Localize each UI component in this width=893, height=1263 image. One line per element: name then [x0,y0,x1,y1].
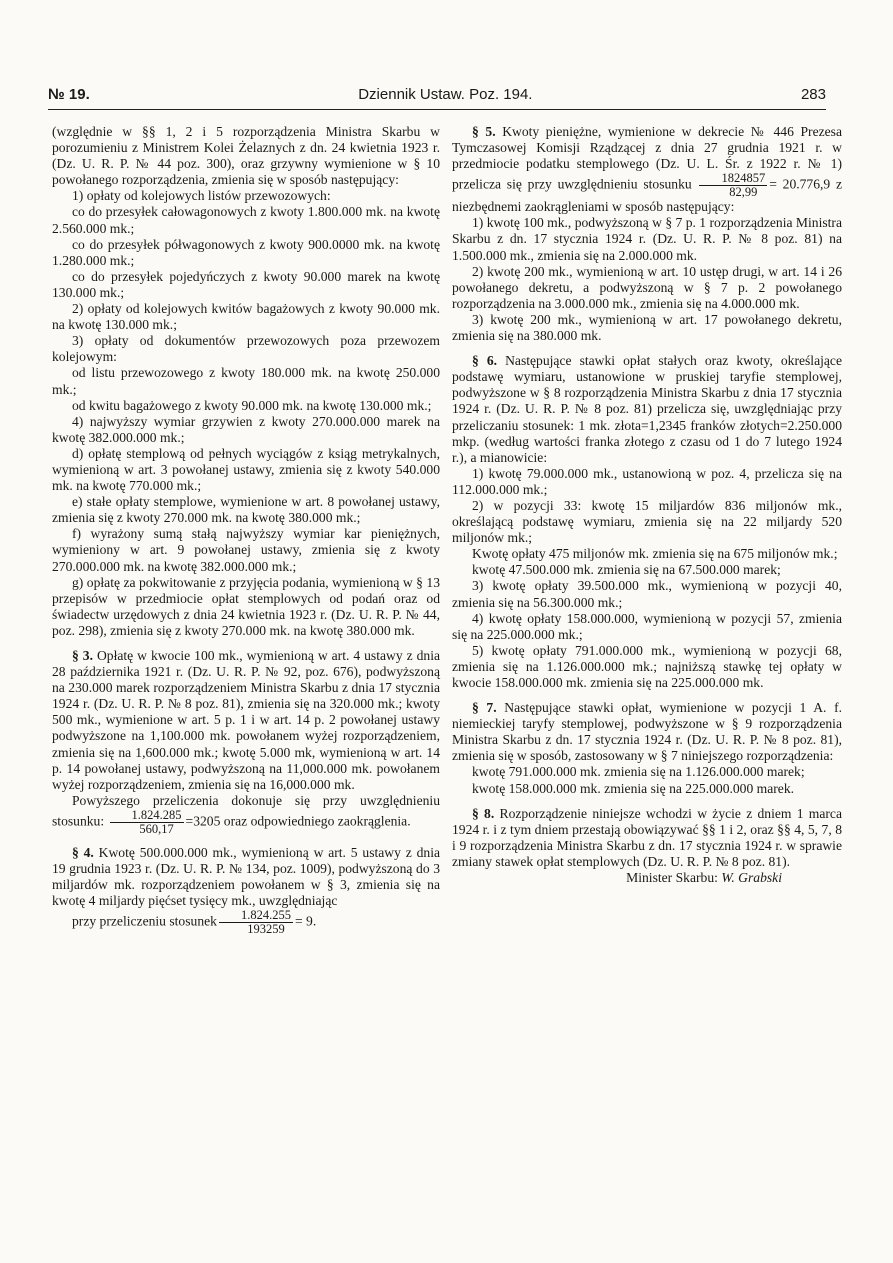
list-item: 1) kwotę 100 mk., podwyższoną w § 7 p. 1 rozporządzenia Ministra Skarbu z dn. 17 stycznia 1924 r. (Dz. U. R. P. № 8 poz. 81) na 1.500.000 mk., zmienia się na 2.000.000 mk. [452,215,842,263]
section-label: § 8. [472,805,495,821]
denominator: 193259 [247,922,285,937]
list-item: 1) opłaty od kolejowych listów przewozowych: [72,188,331,204]
section-text: Kwotę 500.000.000 mk., wymienioną w art. 5 ustawy z dnia 19 grudnia 1923 r. (Dz. U. R. P. № 134, poz. 1009), podwyższoną do 3 miljardów mk. rozporządzeniem powołanem w § 3, zmienia się na kwotę 4 miljardy pięćset tysięcy mk., uwzględniając [52,844,441,909]
section-5 [452,124,842,215]
fraction [110,809,184,836]
numerator: 1824857 [699,172,767,186]
list-item: od kwitu bagażowego z kwoty 90.000 mk. na kwotę 130.000 mk.; [72,397,432,413]
list-item: od listu przewozowego z kwoty 180.000 mk. na kwotę 250.000 mk.; [52,365,440,397]
section-label: § 7. [472,700,497,716]
list-item: 1) kwotę 79.000.000 mk., ustanowioną w poz. 4, przelicza się na 112.000.000 mk.; [452,465,842,497]
list-item: 4) najwyższy wymiar grzywien z kwoty 270.000.000 marek na kwotę 382.000.000 mk.; [52,413,440,445]
list-item: kwotę 47.500.000 mk. zmienia się na 67.500.000 marek; [472,562,781,578]
signature-name: W. Grabski [721,870,782,886]
page-header [48,86,826,103]
issue-number: № 19. [48,86,90,103]
section-text: Opłatę w kwocie 100 mk., wymienioną w art. 4 ustawy z dnia 28 października 1921 r. (Dz. U. R. P. № 92, poz. 676), podwyższoną na 230.000 marek rozporządzeniem Ministra Skarbu z dnia 17 stycznia 1924 r. (Dz. U. R. P. № 8 poz. 81), zmienia się na 320.000 mk.; kwoty 500 mk., wymienione w art. 5 p. 1 i w art. 14 p. 2 powołanej ustawy podwyższone na 1,100.000 mk. powołanem wyżej rozporządzeniem, zmienia się na 1,600.000 mk.; kwotę 5.000 mk, wymienioną w art. 14 p. 14 powołanej ustawy, podwyższoną na 11,000.000 mk. powołanem wyżej rozporządzeniem, zmienia się na 16,000.000 mk. [52,648,441,792]
left-column [52,124,440,936]
list-item: 5) kwotę opłaty 791.000.000 mk., wymienioną w pozycji 68, zmienia się na 1.126.000.000 mk.; najniższą stawkę tej opłaty w kwocie 158.000.000 mk. zmienia się na 225.000.000 mk. [452,642,842,690]
page-number: 283 [800,86,826,103]
list-item: Kwotę opłaty 475 miljonów mk. zmienia się na 675 miljonów mk.; [472,546,838,562]
list-item: e) stałe opłaty stemplowe, wymienione w art. 8 powołanej ustawy, zmienia się z kwoty 270.000 mk. na kwotę 380.000 mk.; [52,494,440,526]
section-3 [52,648,440,793]
numerator: 1.824.285 [110,809,184,823]
list-item: 4) kwotę opłaty 158.000.000, wymienioną w pozycji 57, zmienia się na 225.000.000 mk.; [452,610,842,642]
calculation [52,909,440,936]
fraction [699,172,767,199]
list-item: f) wyrażony sumą stałą najwyższy wymiar kar pieniężnych, wymieniony w art. 9 powołanej ustawy, zmienia się z kwoty 270.000.000 mk. na kwotę 382.000.000 mk.; [52,526,440,574]
section-label: § 3. [72,648,93,663]
list-item: co do przesyłek całowagonowych z kwoty 1.800.000 mk. na kwotę 2.560.000 mk.; [52,204,440,236]
calc-text: = 9. [294,913,317,929]
list-item: 3) opłaty od dokumentów przewozowych poza przewozem kolejowym: [52,333,440,365]
list-item: co do przesyłek półwagonowych z kwoty 900.0000 mk. na kwotę 1.280.000 mk.; [52,236,440,268]
list-item: 3) kwotę opłaty 39.500.000 mk., wymienioną w pozycji 40, zmienia się na 56.300.000 mk.; [452,578,842,610]
denominator: 82,99 [729,185,758,200]
list-item: g) opłatę za pokwitowanie z przyjęcia podania, wymienioną w § 13 przepisów w przedmiocie opłat stemplowych od podań oraz od świadectw urzędowych z dnia 24 kwietnia 1923 r. (Dz. U. R. P. № 44, poz. 298), zmienia się z kwoty 270.000 mk. na kwotę 380.000 mk. [52,574,440,638]
signature-role: Minister Skarbu: [626,870,718,886]
signature [452,870,842,886]
list-item: kwotę 158.000.000 mk. zmienia się na 225.000.000 marek. [472,780,795,796]
section-text: Rozporządzenie niniejsze wchodzi w życie z dniem 1 marca 1924 r. i z tym dniem przestają obowiązywać §§ 1 i 2, oraz §§ 4, 5, 7, 8 i 9 rozporządzenia Ministra Skarbu z dn. 17 stycznia 1924 r. w sprawie zmiany stawek opłat stemplowych (Dz. U. R. P. № 8 poz. 81). [452,805,842,869]
list-item: 2) opłaty od kolejowych kwitów bagażowych z kwoty 90.000 mk. na kwotę 130.000 mk.; [52,301,440,333]
list-item: 2) w pozycji 33: kwotę 15 miljardów 836 miljonów mk., określającą podstawę wymiaru, zmienia się na 22 miljardy 520 miljonów mk.; [452,497,842,546]
denominator: 560,17 [139,821,174,836]
list-item: 2) kwotę 200 mk., wymienioną w art. 10 ustęp drugi, w art. 14 i 26 powołanego dekretu, a podwyższoną w § 7 p. 2 powołanego rozporządzenia na 3.000.000 mk., zmienia się na 4.000.000 mk. [452,263,842,311]
section-7 [452,700,842,764]
paragraph: (względnie w §§ 1, 2 i 5 rozporządzenia Ministra Skarbu w porozumieniu z Ministrem Kolei Żelaznych z dn. 24 kwietnia 1923 r. (Dz. U. R. P. № 44 poz. 300), oraz grzywny wymienione w § 10 powołanego rozporządzenia, zmienia się w sposób następujący: [52,124,440,188]
section-label: § 4. [72,844,94,860]
right-column [452,124,842,886]
numerator: 1.824.255 [219,909,293,923]
calc-text: przy przeliczeniu stosunek [72,913,217,929]
fraction [219,909,293,936]
calc-text: = 20.776,9 z niezbędnemi zaokrągleniami w sposób następujący: [452,176,843,215]
calc-text: =3205 oraz odpowiedniego zaokrąglenia. [185,813,411,829]
list-item: 3) kwotę 200 mk., wymienioną w art. 17 powołanego dekretu, zmienia się na 380.000 mk. [452,311,842,344]
section-6 [452,353,842,466]
section-text: Następujące stawki opłat stałych oraz kwoty, określające podstawę wymiaru, ustanowione w pruskiej taryfie stemplowej, podwyższone w § 8 rozporządzenia Ministra Skarbu z dnia 17 stycznia 1924 r. (Dz. U. R. P. № 8 poz. 81) przelicza się, uwzględniając przy przeliczaniu stosunek: 1 mk. złota=1,2345 franków złotych=2.250.000 mkp. (według wartości franka złotego z czasu od 1 do 7 lutego 1924 r.), a mianowicie: [452,353,842,465]
list-item: co do przesyłek pojedyńczych z kwoty 90.000 marek na kwotę 130.000 mk.; [52,268,440,300]
section-text: Kwoty pieniężne, wymienione w dekrecie № 446 Prezesa Tymczasowej Komisji Rządzącej z dnia 27 grudnia 1921 r. w przedmiocie podatku stemplowego (Dz. U. L. Śr. z 1922 r. № 1) przelicza się przy uwzględnieniu stosunku [452,124,842,192]
list-item: kwotę 791.000.000 mk. zmienia się na 1.126.000.000 marek; [472,764,805,780]
section-4 [52,845,440,909]
calculation [52,793,440,836]
journal-title: Dziennik Ustaw. Poz. 194. [358,86,533,103]
calc-text: Powyższego przeliczenia dokonuje się przy uwzględnieniu stosunku: [52,792,440,829]
header-rule [48,109,826,110]
section-label: § 5. [472,124,496,139]
section-8 [452,806,842,870]
section-label: § 6. [472,353,498,369]
list-item: d) opłatę stemplową od pełnych wyciągów z ksiąg metrykalnych, wymienioną w art. 3 powołanej ustawy, zmienia się z kwoty 540.000 mk. na kwotę 770.000 mk.; [52,445,440,494]
section-text: Następujące stawki opłat, wymienione w pozycji 1 A. f. niemieckiej taryfy stemplowej, podwyższone w § 9 rozporządzenia Ministra Skarbu z dn. 17 stycznia 1924 r. (Dz. U. R. P. № 8 poz. 81), zmienia się w sposób, zastosowany w § 7 niniejszego rozporządzenia: [452,700,842,764]
